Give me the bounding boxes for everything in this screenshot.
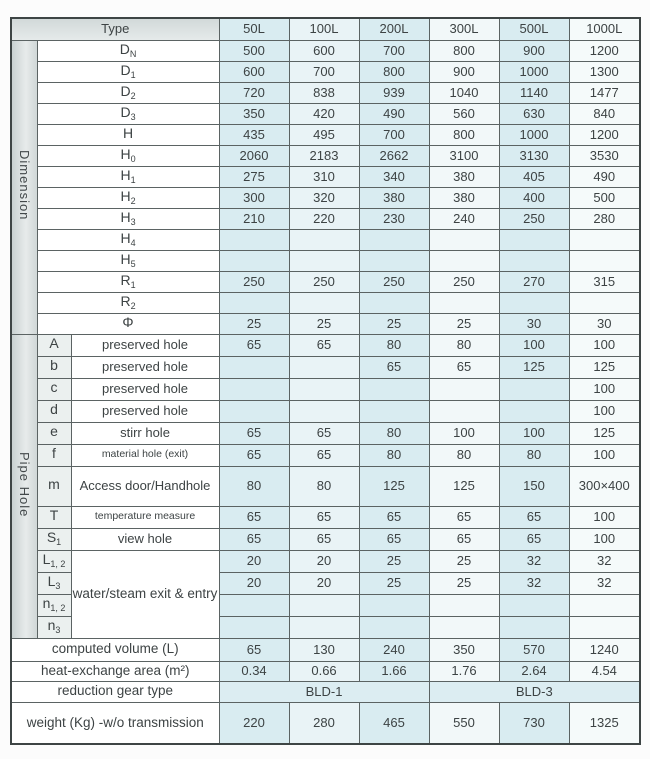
value-cell: 350 [429, 638, 499, 661]
value-cell: 65 [289, 334, 359, 356]
value-cell: 380 [359, 187, 429, 208]
type-header-cell: Type [11, 18, 219, 40]
value-cell: 220 [289, 208, 359, 229]
value-cell: 32 [569, 572, 640, 594]
value-cell [429, 616, 499, 638]
value-cell [499, 378, 569, 400]
value-cell: 730 [499, 702, 569, 744]
value-cell [289, 356, 359, 378]
value-cell: 250 [289, 271, 359, 292]
value-cell: 320 [289, 187, 359, 208]
pipe-letter-cell [37, 422, 71, 444]
value-cell: 490 [359, 103, 429, 124]
value-cell: 1200 [569, 40, 640, 61]
value-cell: 340 [359, 166, 429, 187]
footer-row-label: reduction gear type [11, 681, 219, 702]
value-cell [499, 616, 569, 638]
value-cell: 80 [359, 334, 429, 356]
param-base: n [47, 617, 56, 634]
value-cell: 800 [429, 124, 499, 145]
pipe-letter-cell [37, 356, 71, 378]
pipe-desc-merged-cell: water/steam exit & entry [71, 550, 219, 638]
value-cell: 2060 [219, 145, 289, 166]
value-cell: 25 [429, 313, 499, 334]
value-cell [569, 250, 640, 271]
value-cell: 80 [499, 444, 569, 466]
value-cell: 80 [359, 444, 429, 466]
value-cell: 900 [429, 61, 499, 82]
value-cell: 800 [359, 61, 429, 82]
value-cell: 80 [289, 466, 359, 506]
param-base: H [120, 250, 131, 267]
value-cell: 400 [499, 187, 569, 208]
value-cell: 1000 [499, 61, 569, 82]
value-cell: 1040 [429, 82, 499, 103]
param-cell [37, 103, 219, 124]
value-cell [569, 616, 640, 638]
value-cell: 100 [569, 400, 640, 422]
value-cell: 2662 [359, 145, 429, 166]
value-cell: 1240 [569, 638, 640, 661]
value-cell [499, 594, 569, 616]
value-cell: 20 [289, 550, 359, 572]
value-cell: 65 [289, 422, 359, 444]
value-cell: 490 [569, 166, 640, 187]
value-cell [289, 292, 359, 313]
value-cell [429, 229, 499, 250]
param-subscript: 3 [55, 581, 61, 592]
param-subscript: 2 [130, 195, 136, 206]
param-subscript: 2 [130, 300, 136, 311]
pipe-letter-cell [37, 550, 71, 572]
value-cell: 65 [359, 506, 429, 528]
value-cell: 220 [219, 702, 289, 744]
value-cell [289, 250, 359, 271]
pipe-desc-cell: preserved hole [71, 334, 219, 356]
param-base: f [52, 445, 56, 462]
param-base: H [120, 229, 131, 246]
param-subscript: 0 [130, 153, 136, 164]
value-cell: 65 [359, 356, 429, 378]
gear-type-cell: BLD-3 [429, 681, 640, 702]
pipe-letter-cell [37, 616, 71, 638]
value-cell [569, 594, 640, 616]
value-cell [219, 292, 289, 313]
value-cell [289, 616, 359, 638]
value-cell [429, 594, 499, 616]
value-cell: 300 [219, 187, 289, 208]
value-cell: 32 [499, 550, 569, 572]
value-cell [219, 400, 289, 422]
value-cell: 310 [289, 166, 359, 187]
param-subscript: 1 [130, 174, 136, 185]
value-cell: 3530 [569, 145, 640, 166]
value-cell: 570 [499, 638, 569, 661]
pipe-desc-cell: stirr hole [71, 422, 219, 444]
pipe-desc-cell: temperature measure [71, 506, 219, 528]
value-cell: 280 [289, 702, 359, 744]
pipe-desc-cell: Access door/Handhole [71, 466, 219, 506]
value-cell: 1000 [499, 124, 569, 145]
value-cell: 1.66 [359, 661, 429, 681]
param-base: m [48, 476, 60, 493]
value-cell: 500 [569, 187, 640, 208]
value-cell: 80 [359, 422, 429, 444]
value-cell [359, 616, 429, 638]
value-cell [289, 229, 359, 250]
value-cell: 250 [359, 271, 429, 292]
value-cell: 275 [219, 166, 289, 187]
value-cell: 900 [499, 40, 569, 61]
value-cell: 100 [429, 422, 499, 444]
column-header-200l: 200L [359, 18, 429, 40]
param-base: H [122, 124, 134, 141]
param-cell [37, 61, 219, 82]
value-cell [359, 229, 429, 250]
value-cell: 25 [219, 313, 289, 334]
param-subscript: 1 [56, 537, 62, 548]
value-cell: 25 [359, 550, 429, 572]
footer-row-label: heat-exchange area (m²) [11, 661, 219, 681]
value-cell [219, 616, 289, 638]
param-base: S [46, 529, 57, 546]
value-cell: 80 [429, 444, 499, 466]
value-cell: 25 [429, 572, 499, 594]
value-cell: 65 [289, 528, 359, 550]
value-cell: 3130 [499, 145, 569, 166]
value-cell: 240 [429, 208, 499, 229]
column-header-1000l: 1000L [569, 18, 640, 40]
param-base: D [120, 61, 131, 78]
param-cell [37, 208, 219, 229]
value-cell [219, 229, 289, 250]
value-cell: 1140 [499, 82, 569, 103]
value-cell: 65 [219, 638, 289, 661]
value-cell [499, 250, 569, 271]
section-label-pipe-hole [11, 334, 37, 638]
value-cell [499, 229, 569, 250]
value-cell: 65 [219, 334, 289, 356]
value-cell: 1300 [569, 61, 640, 82]
value-cell: 0.34 [219, 661, 289, 681]
value-cell: 130 [289, 638, 359, 661]
value-cell: 125 [569, 422, 640, 444]
pipe-desc-cell: preserved hole [71, 356, 219, 378]
param-base: T [49, 507, 59, 524]
value-cell: 25 [429, 550, 499, 572]
value-cell: 80 [219, 466, 289, 506]
pipe-desc-cell: preserved hole [71, 378, 219, 400]
param-base: A [49, 335, 59, 352]
pipe-desc-cell: preserved hole [71, 400, 219, 422]
value-cell: 600 [219, 61, 289, 82]
param-base: L [47, 573, 56, 590]
value-cell: 100 [569, 528, 640, 550]
pipe-letter-cell [37, 400, 71, 422]
value-cell: 1.76 [429, 661, 499, 681]
param-subscript: 1 [130, 69, 136, 80]
value-cell: 125 [499, 356, 569, 378]
value-cell [569, 292, 640, 313]
value-cell: 500 [219, 40, 289, 61]
param-subscript: 3 [130, 111, 136, 122]
value-cell: 65 [219, 506, 289, 528]
param-subscript: N [129, 48, 137, 59]
value-cell: 65 [289, 444, 359, 466]
value-cell: 250 [499, 208, 569, 229]
value-cell: 1200 [569, 124, 640, 145]
param-cell [37, 313, 219, 334]
param-cell [37, 250, 219, 271]
value-cell: 100 [499, 334, 569, 356]
value-cell [289, 378, 359, 400]
param-subscript: 5 [130, 258, 136, 269]
param-cell [37, 82, 219, 103]
value-cell: 100 [569, 506, 640, 528]
value-cell: 720 [219, 82, 289, 103]
value-cell: 32 [499, 572, 569, 594]
param-subscript: 3 [55, 625, 61, 636]
value-cell [499, 292, 569, 313]
value-cell: 65 [219, 444, 289, 466]
value-cell: 380 [429, 166, 499, 187]
value-cell: 3100 [429, 145, 499, 166]
value-cell: 230 [359, 208, 429, 229]
value-cell: 125 [429, 466, 499, 506]
param-subscript: 4 [130, 237, 136, 248]
column-header-100l: 100L [289, 18, 359, 40]
value-cell: 250 [219, 271, 289, 292]
value-cell: 25 [289, 313, 359, 334]
value-cell: 20 [219, 572, 289, 594]
param-subscript: 2 [130, 90, 136, 101]
value-cell: 2.64 [499, 661, 569, 681]
value-cell: 600 [289, 40, 359, 61]
value-cell: 65 [289, 506, 359, 528]
param-cell [37, 187, 219, 208]
value-cell: 700 [359, 40, 429, 61]
value-cell [219, 378, 289, 400]
value-cell: 65 [499, 528, 569, 550]
value-cell: 65 [499, 506, 569, 528]
param-cell [37, 124, 219, 145]
value-cell: 250 [429, 271, 499, 292]
param-base: L [42, 551, 51, 568]
value-cell [359, 292, 429, 313]
param-cell [37, 292, 219, 313]
section-label-pipe-hole-vertical-text: Pipe Hole [17, 451, 33, 518]
value-cell: 20 [289, 572, 359, 594]
value-cell: 405 [499, 166, 569, 187]
value-cell: 30 [499, 313, 569, 334]
value-cell: 838 [289, 82, 359, 103]
value-cell: 100 [569, 334, 640, 356]
value-cell: 25 [359, 572, 429, 594]
param-subscript: 3 [130, 216, 136, 227]
value-cell: 560 [429, 103, 499, 124]
value-cell: 32 [569, 550, 640, 572]
value-cell: 435 [219, 124, 289, 145]
value-cell [499, 400, 569, 422]
value-cell: 65 [429, 506, 499, 528]
value-cell: 2183 [289, 145, 359, 166]
column-header-500l: 500L [499, 18, 569, 40]
pipe-desc-cell: material hole (exit) [71, 444, 219, 466]
pipe-letter-cell [37, 466, 71, 506]
param-base: D [120, 103, 131, 120]
pipe-letter-cell [37, 334, 71, 356]
value-cell [359, 400, 429, 422]
value-cell: 65 [219, 422, 289, 444]
value-cell: 240 [359, 638, 429, 661]
value-cell: 125 [569, 356, 640, 378]
value-cell: 630 [499, 103, 569, 124]
pipe-letter-cell [37, 444, 71, 466]
value-cell: 100 [569, 444, 640, 466]
gear-type-cell: BLD-1 [219, 681, 429, 702]
value-cell: 700 [359, 124, 429, 145]
param-base: H [120, 166, 131, 183]
value-cell: 100 [499, 422, 569, 444]
param-base: b [50, 357, 58, 374]
param-cell [37, 166, 219, 187]
pipe-letter-cell [37, 594, 71, 616]
value-cell [359, 250, 429, 271]
value-cell [429, 250, 499, 271]
value-cell [429, 400, 499, 422]
value-cell [289, 400, 359, 422]
param-cell [37, 271, 219, 292]
value-cell [289, 594, 359, 616]
value-cell: 65 [429, 528, 499, 550]
param-base: Φ [122, 313, 134, 330]
param-subscript: 1 [130, 279, 136, 290]
value-cell [219, 250, 289, 271]
param-base: c [50, 379, 58, 396]
param-base: D [119, 40, 130, 57]
pipe-desc-cell: view hole [71, 528, 219, 550]
value-cell: 150 [499, 466, 569, 506]
param-cell [37, 229, 219, 250]
value-cell: 420 [289, 103, 359, 124]
param-base: d [50, 401, 58, 418]
value-cell: 280 [569, 208, 640, 229]
value-cell: 465 [359, 702, 429, 744]
value-cell [359, 378, 429, 400]
value-cell: 939 [359, 82, 429, 103]
specs-table [10, 17, 641, 745]
param-base: D [120, 82, 131, 99]
value-cell: 0.66 [289, 661, 359, 681]
value-cell: 125 [359, 466, 429, 506]
value-cell: 700 [289, 61, 359, 82]
value-cell: 1325 [569, 702, 640, 744]
value-cell: 65 [359, 528, 429, 550]
value-cell [429, 378, 499, 400]
value-cell: 315 [569, 271, 640, 292]
value-cell: 550 [429, 702, 499, 744]
value-cell: 380 [429, 187, 499, 208]
value-cell [429, 292, 499, 313]
section-label-dimension [11, 40, 37, 334]
column-header-50l: 50L [219, 18, 289, 40]
param-subscript: 1, 2 [50, 603, 66, 614]
value-cell: 210 [219, 208, 289, 229]
value-cell: 4.54 [569, 661, 640, 681]
param-cell [37, 145, 219, 166]
param-base: R [120, 292, 131, 309]
value-cell: 100 [569, 378, 640, 400]
column-header-300l: 300L [429, 18, 499, 40]
value-cell: 800 [429, 40, 499, 61]
value-cell: 300×400 [569, 466, 640, 506]
value-cell [219, 356, 289, 378]
value-cell: 1477 [569, 82, 640, 103]
section-label-dimension-vertical-text: Dimension [17, 150, 33, 221]
param-base: R [120, 271, 131, 288]
param-base: H [120, 187, 131, 204]
value-cell: 25 [359, 313, 429, 334]
param-base: H [120, 208, 131, 225]
value-cell [359, 594, 429, 616]
value-cell: 840 [569, 103, 640, 124]
value-cell: 65 [219, 528, 289, 550]
param-cell [37, 40, 219, 61]
footer-row-label: computed volume (L) [11, 638, 219, 661]
value-cell: 270 [499, 271, 569, 292]
pipe-letter-cell [37, 528, 71, 550]
value-cell: 65 [429, 356, 499, 378]
footer-row-label: weight (Kg) -w/o transmission [11, 702, 219, 744]
value-cell: 80 [429, 334, 499, 356]
param-base: n [42, 595, 51, 612]
pipe-letter-cell [37, 506, 71, 528]
param-base: e [50, 423, 58, 440]
value-cell: 495 [289, 124, 359, 145]
param-base: H [120, 145, 131, 162]
param-subscript: 1, 2 [50, 559, 66, 570]
pipe-letter-cell [37, 572, 71, 594]
value-cell: 20 [219, 550, 289, 572]
value-cell: 350 [219, 103, 289, 124]
value-cell: 30 [569, 313, 640, 334]
value-cell [569, 229, 640, 250]
value-cell [219, 594, 289, 616]
pipe-letter-cell [37, 378, 71, 400]
